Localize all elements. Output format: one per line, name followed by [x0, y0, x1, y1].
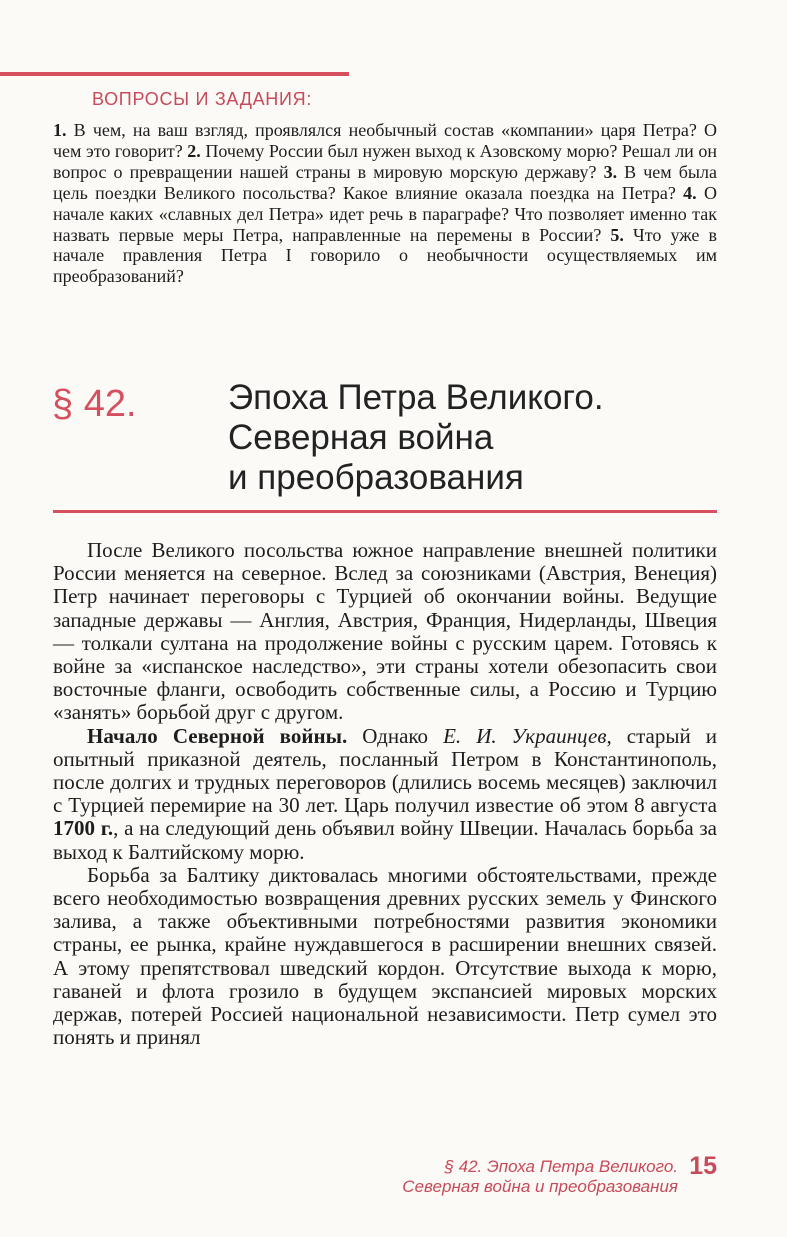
body-paragraph-2 [53, 725, 717, 864]
main-text [53, 539, 717, 1143]
question-number: 4. [683, 182, 697, 203]
section-title-line: Северная война [228, 418, 494, 457]
questions-list [53, 120, 717, 338]
paragraph-text: , старый и опытный приказной деятель, посланный Петром в Константинополь, после долгих и трудных переговоров (длились восемь месяцев) заключил с Турцией перемирие на 30 лет. Царь получил известие об этом 8 августа [53, 723, 717, 818]
section-title-line: Эпоха Петра Великого. [228, 378, 604, 417]
page-number: 15 [689, 1152, 717, 1180]
footer-running-head-line: § 42. Эпоха Петра Великого. [444, 1157, 678, 1176]
footer-running-head-line: Северная война и преобразования [402, 1177, 678, 1196]
question-number: 1. [53, 120, 67, 140]
question-number: 5. [610, 224, 624, 245]
body-paragraph-3: Борьба за Балтику диктовалась многими обстоятельствами, прежде всего необходимостью возвращения древних русских земель у Финского залива, а также объективными потребностями развития экономики страны, ее рынка, крайне нуждавшегося в расширении внешних связей. А этому препятствовал шведский кордон. Отсутствие выхода к морю, гаваней и флота грозило в будущем экспансией мировых морских держав, потерей Россией национальной независимости. Петр сумел это понять и принял [53, 862, 717, 1050]
person-name: Е. И. Украинцев [443, 723, 607, 748]
question-text: Что уже в начале правления Петра I говорило о необычности осуществляемых им преобразований? [53, 224, 718, 287]
question-text: В чем, на ваш взгляд, проявлялся необычный состав «компании» царя Петра? О чем это говорит? [53, 120, 717, 161]
question-text: Почему России был нужен выход к Азовскому морю? Решал ли он вопрос о превращении нашей страны в мировую морскую державу? [53, 140, 718, 182]
footer-running-head [330, 1157, 678, 1199]
question-text: В чем была цель поездки Великого посольства? Какое влияние оказала поездка на Петра? [53, 161, 717, 203]
paragraph-text: , а на следующий день объявил войну Швеции. Началась борьба за выход к Балтийскому морю. [53, 816, 718, 864]
section-title [228, 378, 698, 508]
highlighted-date: 1700 г. [53, 816, 114, 841]
top-accent-rule [0, 72, 349, 76]
question-text: О начале каких «славных дел Петра» идет речь в параграфе? Что позволяет именно так назвать первые меры Петра, направленные на перемены в России? [53, 182, 718, 245]
paragraph-text: Однако [347, 723, 444, 748]
section-number: § 42. [52, 383, 137, 425]
body-paragraph-1: После Великого посольства южное направление внешней политики России меняется на северное. Вслед за союзниками (Австрия, Венеция) Петр начинает переговоры с Турцией об окончании войны. Ведущие западные державы — Англия, Австрия, Франция, Нидерланды, Швеция — толкали султана на продолжение войны с русским царем. Готовясь к войне за «испанское наследство», эти страны хотели обезопасить свои восточные фланги, освободить собственные силы, а Россию и Турцию «занять» борьбой друг с другом. [53, 538, 717, 725]
section-title-line: и преобразования [228, 458, 524, 497]
questions-heading: ВОПРОСЫ И ЗАДАНИЯ: [92, 89, 313, 109]
section-title-rule [53, 510, 717, 513]
subsection-heading: Начало Северной войны. [87, 723, 348, 748]
question-number: 2. [187, 140, 201, 161]
question-number: 3. [603, 161, 618, 182]
